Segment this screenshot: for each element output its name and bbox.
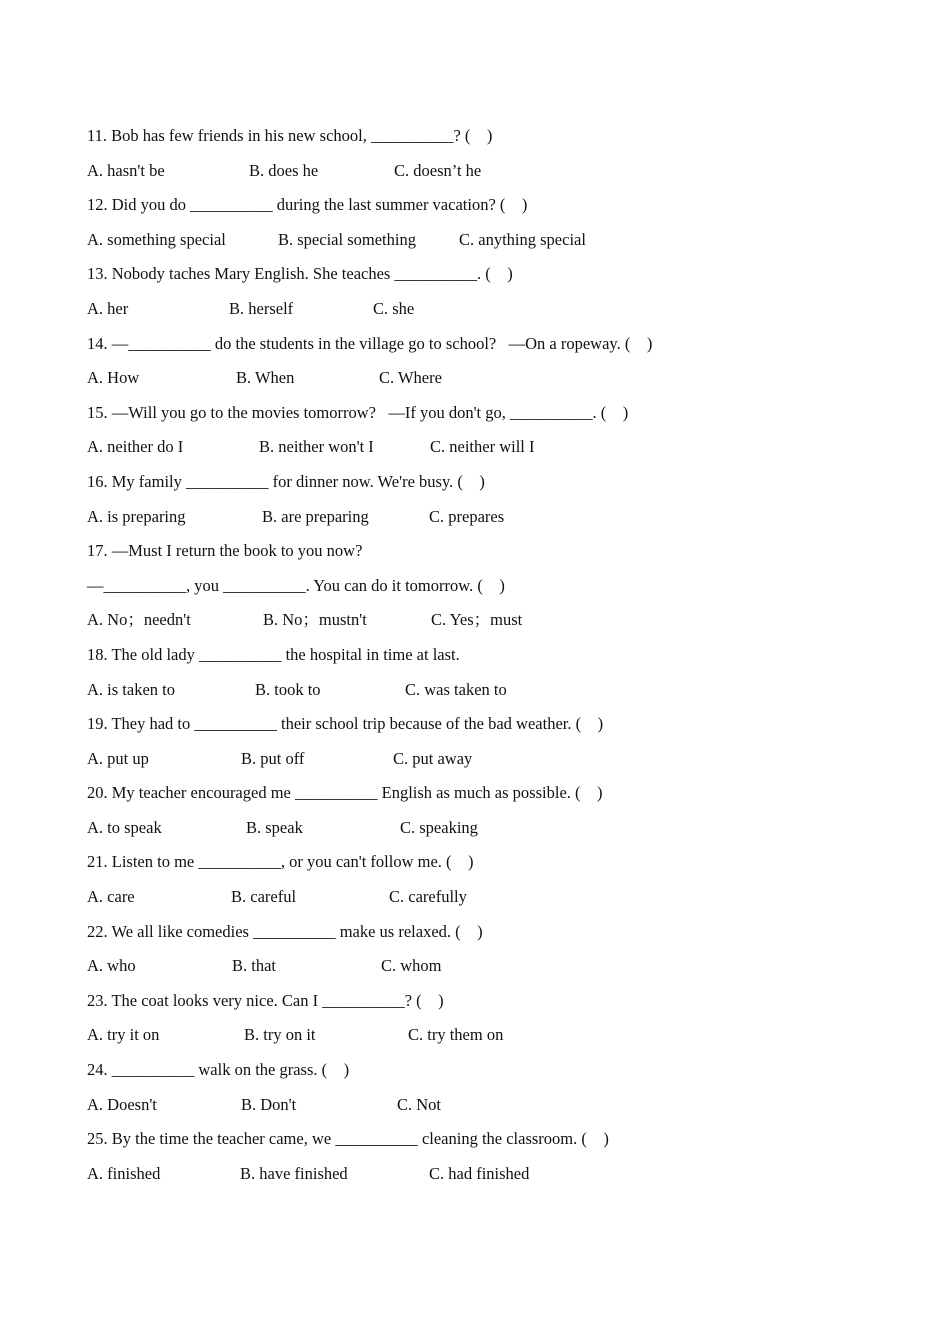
- option-a: A. neither do I: [87, 437, 184, 457]
- option-a: A. How: [87, 368, 140, 388]
- option-b: B. try on it: [244, 1025, 316, 1045]
- question-25-text: 25. By the time the teacher came, we __________ cleaning the classroom. ( ): [87, 1129, 609, 1149]
- question-14-text: 14. —__________ do the students in the village go to school? —On a ropeway. ( ): [87, 333, 653, 353]
- question-stem: [87, 712, 887, 747]
- question-13-text: 13. Nobody taches Mary English. She teaches __________. ( ): [87, 264, 513, 284]
- question-15-options: [87, 435, 887, 470]
- question-13-options: [87, 297, 887, 332]
- option-b: B. herself: [229, 298, 294, 318]
- question-list: [87, 124, 887, 1196]
- question-stem: [87, 781, 887, 816]
- option-b: B. put off: [241, 748, 305, 768]
- option-a: A. something special: [87, 229, 226, 249]
- question-21-text: 21. Listen to me __________, or you can't follow me. ( ): [87, 852, 474, 872]
- option-b: B. No；mustn't: [263, 610, 367, 630]
- option-a: A. who: [87, 956, 136, 976]
- option-b: B. that: [232, 956, 276, 976]
- question-24-options: [87, 1093, 887, 1128]
- option-c: C. had finished: [429, 1163, 530, 1183]
- question-24-text: 24. __________ walk on the grass. ( ): [87, 1060, 350, 1080]
- question-23-options: [87, 1023, 887, 1058]
- option-b: B. When: [236, 368, 295, 388]
- question-17-text-2: —__________, you __________. You can do it tomorrow. ( ): [87, 575, 505, 595]
- option-b: B. speak: [246, 817, 303, 837]
- option-a: A. finished: [87, 1163, 161, 1183]
- option-c: C. Where: [379, 368, 442, 388]
- question-19-text: 19. They had to __________ their school trip because of the bad weather. ( ): [87, 714, 604, 734]
- option-a: A. care: [87, 887, 135, 907]
- option-b: B. took to: [255, 679, 321, 699]
- question-18-options: [87, 678, 887, 713]
- option-c: C. she: [373, 298, 415, 318]
- option-a: A. is taken to: [87, 679, 175, 699]
- question-stem: [87, 1058, 887, 1093]
- option-b: B. are preparing: [262, 506, 369, 526]
- option-c: C. speaking: [400, 817, 478, 837]
- option-c: C. prepares: [429, 506, 505, 526]
- question-21-options: [87, 885, 887, 920]
- option-a: A. Doesn't: [87, 1094, 157, 1114]
- option-c: C. carefully: [389, 887, 467, 907]
- option-b: B. does he: [249, 160, 319, 180]
- question-17-text: 17. —Must I return the book to you now?: [87, 541, 363, 561]
- question-16-text: 16. My family __________ for dinner now. We're busy. ( ): [87, 471, 485, 491]
- question-12-options: [87, 228, 887, 263]
- question-20-options: [87, 816, 887, 851]
- option-b: B. careful: [231, 887, 297, 907]
- question-stem: [87, 262, 887, 297]
- option-a: A. No；needn't: [87, 610, 191, 630]
- option-c: C. whom: [381, 956, 442, 976]
- option-c: C. put away: [393, 748, 473, 768]
- question-25-options: [87, 1162, 887, 1197]
- option-c: C. was taken to: [405, 679, 507, 699]
- option-a: A. to speak: [87, 817, 162, 837]
- question-stem: [87, 470, 887, 505]
- option-b: B. neither won't I: [259, 437, 374, 457]
- question-stem: [87, 643, 887, 678]
- question-19-options: [87, 747, 887, 782]
- question-15-text: 15. —Will you go to the movies tomorrow? —If you don't go, __________. ( ): [87, 402, 629, 422]
- question-stem: [87, 920, 887, 955]
- question-stem: [87, 401, 887, 436]
- question-11-options: [87, 159, 887, 194]
- question-stem-continued: [87, 574, 887, 609]
- question-22-options: [87, 954, 887, 989]
- option-a: A. put up: [87, 748, 149, 768]
- option-a: A. try it on: [87, 1025, 160, 1045]
- question-stem: [87, 193, 887, 228]
- question-17-options: [87, 608, 887, 643]
- question-12-text: 12. Did you do __________ during the last summer vacation? ( ): [87, 195, 528, 215]
- option-c: C. anything special: [459, 229, 586, 249]
- option-a: A. her: [87, 298, 129, 318]
- question-stem: [87, 989, 887, 1024]
- question-14-options: [87, 366, 887, 401]
- option-c: C. neither will I: [430, 437, 535, 457]
- question-stem: [87, 1127, 887, 1162]
- option-c: C. Yes；must: [431, 610, 523, 630]
- question-stem: [87, 332, 887, 367]
- option-b: B. have finished: [240, 1163, 348, 1183]
- option-b: B. Don't: [241, 1094, 297, 1114]
- option-c: C. try them on: [408, 1025, 504, 1045]
- option-c: C. doesn’t he: [394, 160, 482, 180]
- option-c: C. Not: [397, 1094, 442, 1114]
- question-16-options: [87, 505, 887, 540]
- question-stem: [87, 850, 887, 885]
- question-23-text: 23. The coat looks very nice. Can I __________? ( ): [87, 990, 444, 1010]
- question-stem: [87, 124, 887, 159]
- question-18-text: 18. The old lady __________ the hospital in time at last.: [87, 644, 460, 664]
- question-20-text: 20. My teacher encouraged me __________ English as much as possible. ( ): [87, 783, 603, 803]
- option-a: A. hasn't be: [87, 160, 165, 180]
- option-a: A. is preparing: [87, 506, 186, 526]
- question-stem: [87, 539, 887, 574]
- question-22-text: 22. We all like comedies __________ make us relaxed. ( ): [87, 921, 483, 941]
- question-11-text: 11. Bob has few friends in his new school, __________? ( ): [87, 126, 493, 145]
- option-b: B. special something: [278, 229, 416, 249]
